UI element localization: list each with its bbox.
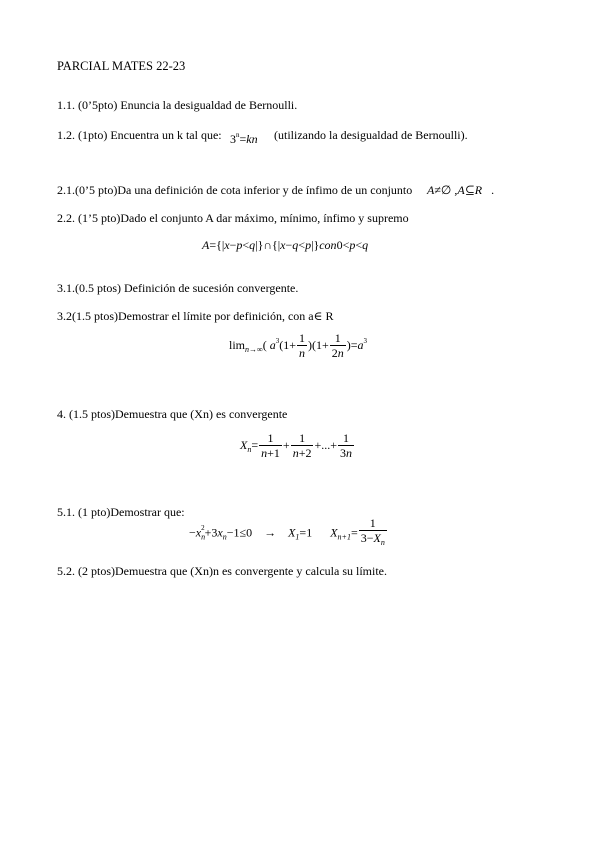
question-1-2-tail: (utilizando la desigualdad de Bernoulli). bbox=[274, 128, 468, 142]
question-4: 4. (1.5 ptos)Demuestra que (Xn) es convergente bbox=[57, 407, 288, 421]
formula-set-A: A={|x−p<q|}∩{|x−q<p|}con0<p<q bbox=[202, 238, 369, 252]
question-1-1: 1.1. (0’5pto) Enuncia la desigualdad de Bernoulli. bbox=[57, 98, 298, 112]
question-5-2: 5.2. (2 ptos)Demuestra que (Xn)n es convergente y calcula su límite. bbox=[57, 564, 388, 578]
question-5-1: 5.1. (1 pto)Demostrar que: bbox=[57, 505, 185, 519]
formula-recurrence: $-x_n^2+3x_n-1\le 0$ → $X_1=1$ $X_{n+1}=$ $\frac{1}{3-X_n}$ bbox=[189, 517, 388, 550]
question-3-1: 3.1.(0.5 ptos) Definición de sucesión convergente. bbox=[57, 281, 299, 295]
question-1-2: 1.2. (1pto) Encuentra un k tal que: bbox=[57, 128, 222, 142]
question-3-2: 3.2(1.5 ptos)Demostrar el límite por definición, con a∈ R bbox=[57, 309, 334, 323]
formula-3n-kn: $3^n=kn$ bbox=[230, 131, 258, 146]
question-2-2: 2.2. (1’5 pto)Dado el conjunto A dar máximo, mínimo, ínfimo y supremo bbox=[57, 211, 409, 225]
exam-title: PARCIAL MATES 22-23 bbox=[57, 59, 186, 73]
question-2-1: 2.1.(0’5 pto)Da una definición de cota inferior y de ínfimo de un conjunto bbox=[57, 183, 413, 197]
formula-set-condition: A≠∅ ,A⊆R . bbox=[427, 183, 495, 197]
formula-xn-sum: $X_n=$ $\frac{1}{n+1}$ + $\frac{1}{n+2}$ +...+ $\frac{1}{3n}$ bbox=[240, 431, 353, 460]
formula-limit: $\lim_{n\to\infty}$( $a^3(1+$ $\frac{1}{n}$ )(1+ $\frac{1}{2n}$ )$=a^3$ bbox=[229, 331, 368, 360]
